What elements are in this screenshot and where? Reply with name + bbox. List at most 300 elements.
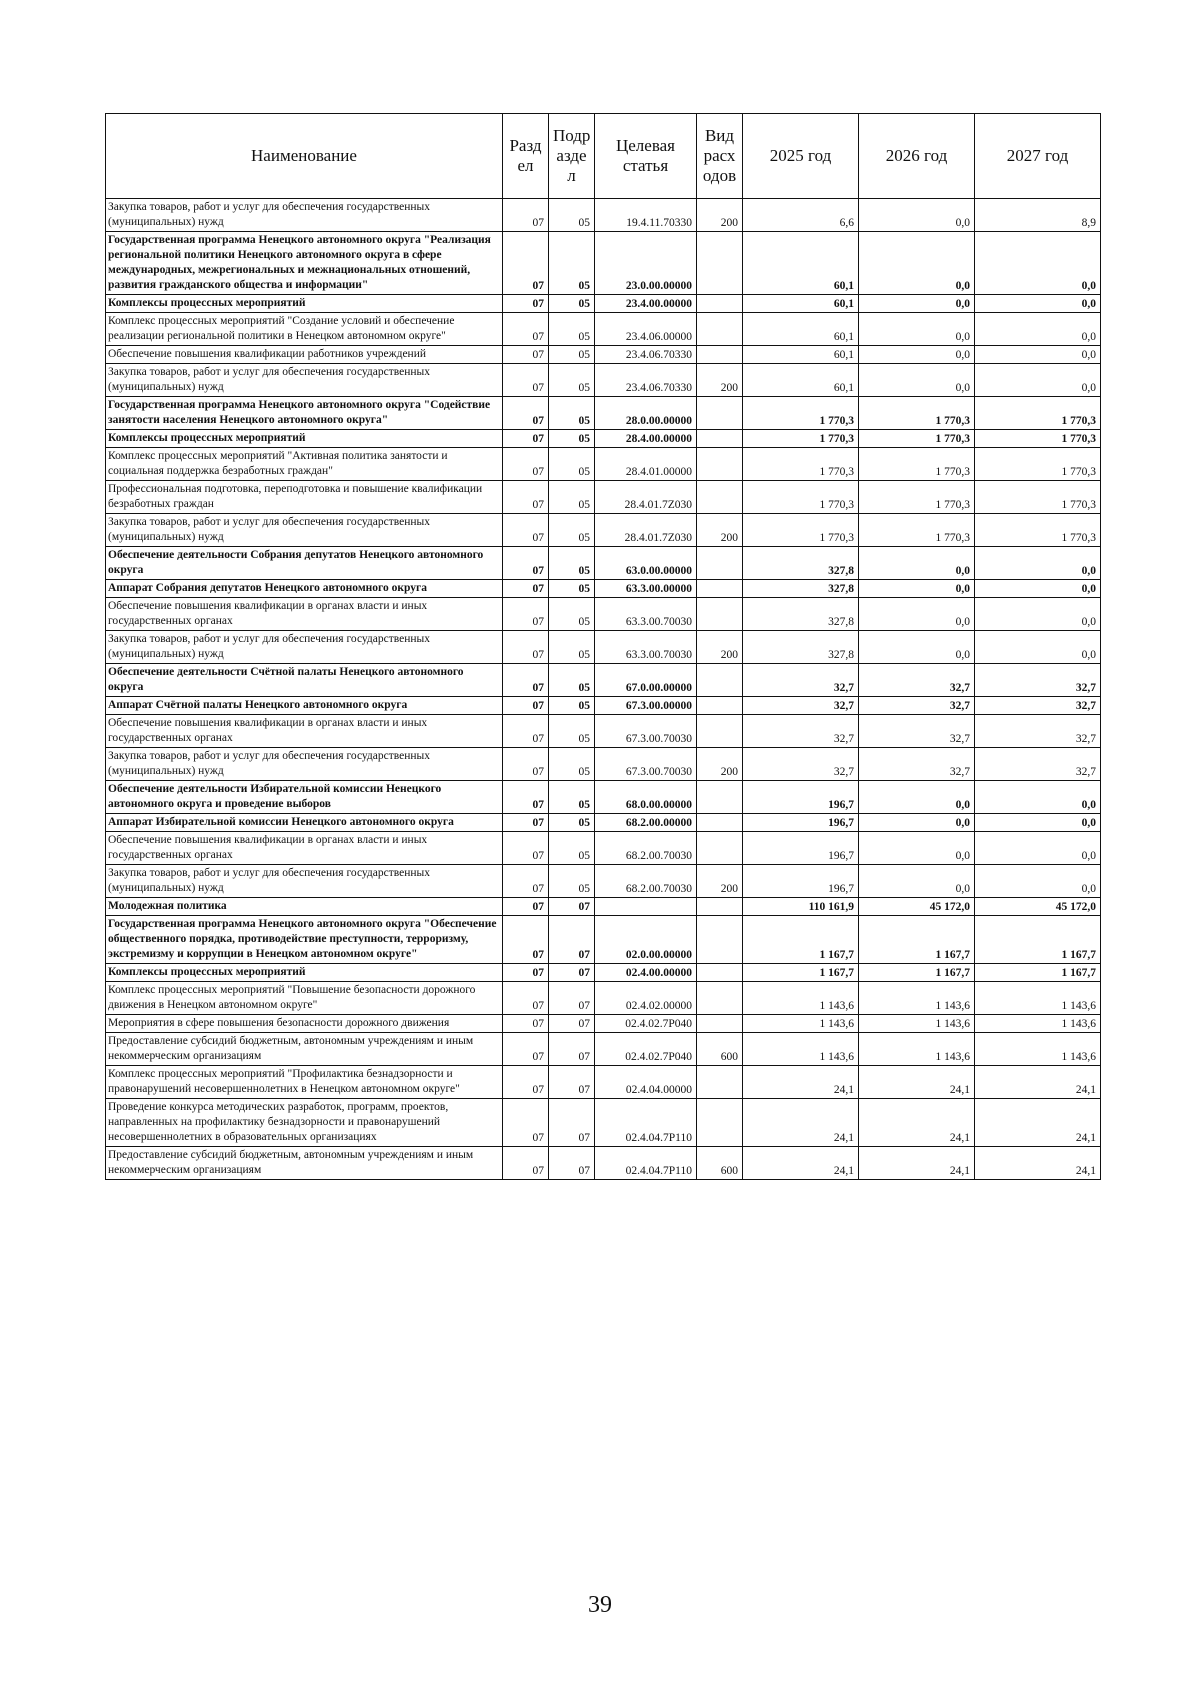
cell-vid: [697, 448, 743, 481]
cell-name: Комплексы процессных мероприятий: [106, 295, 503, 313]
cell-statya: 23.4.06.00000: [595, 313, 697, 346]
cell-2027: 8,9: [975, 199, 1101, 232]
cell-2025: 1 143,6: [743, 982, 859, 1015]
cell-razdel: 07: [503, 364, 549, 397]
cell-2027: 1 770,3: [975, 448, 1101, 481]
cell-vid: 200: [697, 364, 743, 397]
table-header-row: [106, 114, 1101, 199]
cell-2025: 1 167,7: [743, 964, 859, 982]
cell-razdel: 07: [503, 664, 549, 697]
cell-podrazdel: 05: [549, 481, 595, 514]
table-row: [106, 514, 1101, 547]
cell-name: Предоставление субсидий бюджетным, автономным учреждениям и иным некоммерческим организациям: [106, 1033, 503, 1066]
table-row: [106, 1099, 1101, 1147]
cell-2027: 0,0: [975, 781, 1101, 814]
cell-2027: 24,1: [975, 1099, 1101, 1147]
cell-razdel: 07: [503, 430, 549, 448]
cell-2027: 1 143,6: [975, 1033, 1101, 1066]
table-row: [106, 1147, 1101, 1180]
cell-2026: 0,0: [859, 547, 975, 580]
cell-razdel: 07: [503, 1066, 549, 1099]
cell-razdel: 07: [503, 1099, 549, 1147]
table-row: [106, 964, 1101, 982]
cell-2025: 327,8: [743, 631, 859, 664]
cell-podrazdel: 05: [549, 631, 595, 664]
cell-2027: 1 770,3: [975, 397, 1101, 430]
cell-vid: 200: [697, 514, 743, 547]
cell-name: Закупка товаров, работ и услуг для обеспечения государственных (муниципальных) нужд: [106, 199, 503, 232]
cell-2025: 1 770,3: [743, 514, 859, 547]
cell-name: Закупка товаров, работ и услуг для обеспечения государственных (муниципальных) нужд: [106, 631, 503, 664]
cell-2027: 1 167,7: [975, 916, 1101, 964]
table-row: [106, 232, 1101, 295]
cell-name: Комплексы процессных мероприятий: [106, 964, 503, 982]
cell-name: Государственная программа Ненецкого автономного округа "Реализация региональной политики Ненецкого автономного округа в сфере международных, межрегиональных и межнациональных отношений, развития гражданского общества и информации": [106, 232, 503, 295]
cell-2027: 1 770,3: [975, 481, 1101, 514]
cell-razdel: 07: [503, 964, 549, 982]
cell-2027: 0,0: [975, 832, 1101, 865]
cell-2026: 0,0: [859, 781, 975, 814]
cell-name: Мероприятия в сфере повышения безопасности дорожного движения: [106, 1015, 503, 1033]
cell-name: Комплексы процессных мероприятий: [106, 430, 503, 448]
cell-razdel: 07: [503, 631, 549, 664]
cell-2025: 32,7: [743, 748, 859, 781]
cell-name: Комплекс процессных мероприятий "Повышение безопасности дорожного движения в Ненецком автономном округе": [106, 982, 503, 1015]
cell-2025: 60,1: [743, 232, 859, 295]
cell-podrazdel: 05: [549, 598, 595, 631]
cell-statya: 23.0.00.00000: [595, 232, 697, 295]
budget-table: [105, 113, 1101, 1180]
cell-2027: 32,7: [975, 715, 1101, 748]
cell-statya: 28.4.00.00000: [595, 430, 697, 448]
table-row: [106, 547, 1101, 580]
cell-name: Профессиональная подготовка, переподготовка и повышение квалификации безработных граждан: [106, 481, 503, 514]
cell-name: Аппарат Собрания депутатов Ненецкого автономного округа: [106, 580, 503, 598]
cell-statya: 23.4.06.70330: [595, 364, 697, 397]
cell-vid: [697, 964, 743, 982]
cell-podrazdel: 05: [549, 580, 595, 598]
cell-razdel: 07: [503, 295, 549, 313]
cell-podrazdel: 05: [549, 448, 595, 481]
cell-2026: 0,0: [859, 346, 975, 364]
cell-2026: 45 172,0: [859, 898, 975, 916]
cell-statya: 19.4.11.70330: [595, 199, 697, 232]
cell-vid: [697, 664, 743, 697]
cell-2026: 24,1: [859, 1099, 975, 1147]
cell-podrazdel: 07: [549, 1033, 595, 1066]
cell-razdel: 07: [503, 748, 549, 781]
cell-2026: 32,7: [859, 715, 975, 748]
cell-2026: 0,0: [859, 295, 975, 313]
cell-podrazdel: 05: [549, 697, 595, 715]
cell-podrazdel: 05: [549, 232, 595, 295]
cell-2027: 0,0: [975, 631, 1101, 664]
cell-2026: 1 770,3: [859, 397, 975, 430]
cell-vid: [697, 598, 743, 631]
cell-podrazdel: 05: [549, 295, 595, 313]
cell-statya: 28.4.01.7Z030: [595, 514, 697, 547]
cell-2026: 24,1: [859, 1147, 975, 1180]
header-2025: 2025 год: [743, 114, 859, 199]
cell-2027: 0,0: [975, 313, 1101, 346]
table-row: [106, 397, 1101, 430]
cell-vid: [697, 898, 743, 916]
cell-statya: 23.4.06.70330: [595, 346, 697, 364]
cell-2025: 1 143,6: [743, 1033, 859, 1066]
cell-2025: 196,7: [743, 814, 859, 832]
cell-vid: [697, 1099, 743, 1147]
cell-statya: 63.0.00.00000: [595, 547, 697, 580]
cell-statya: 67.3.00.70030: [595, 748, 697, 781]
cell-statya: 63.3.00.70030: [595, 631, 697, 664]
cell-podrazdel: 05: [549, 547, 595, 580]
cell-statya: 02.0.00.00000: [595, 916, 697, 964]
cell-2027: 1 167,7: [975, 964, 1101, 982]
table-row: [106, 580, 1101, 598]
cell-name: Комплекс процессных мероприятий "Профилактика безнадзорности и правонарушений несовершеннолетних в Ненецком автономном округе": [106, 1066, 503, 1099]
table-row: [106, 448, 1101, 481]
cell-statya: 23.4.00.00000: [595, 295, 697, 313]
cell-name: Обеспечение деятельности Избирательной комиссии Ненецкого автономного округа и проведение выборов: [106, 781, 503, 814]
cell-2027: 1 770,3: [975, 514, 1101, 547]
cell-2026: 1 143,6: [859, 1033, 975, 1066]
header-statya: Целевая статья: [595, 114, 697, 199]
cell-podrazdel: 07: [549, 1147, 595, 1180]
cell-statya: 68.2.00.00000: [595, 814, 697, 832]
cell-2025: 1 167,7: [743, 916, 859, 964]
cell-statya: 68.0.00.00000: [595, 781, 697, 814]
cell-statya: 02.4.04.7P110: [595, 1147, 697, 1180]
cell-vid: [697, 715, 743, 748]
cell-2025: 24,1: [743, 1147, 859, 1180]
cell-vid: [697, 481, 743, 514]
page-number: 39: [588, 1592, 612, 1618]
header-2027: 2027 год: [975, 114, 1101, 199]
cell-2025: 327,8: [743, 598, 859, 631]
cell-2027: 45 172,0: [975, 898, 1101, 916]
cell-podrazdel: 05: [549, 430, 595, 448]
cell-name: Закупка товаров, работ и услуг для обеспечения государственных (муниципальных) нужд: [106, 364, 503, 397]
cell-2026: 32,7: [859, 664, 975, 697]
cell-name: Проведение конкурса методических разработок, программ, проектов, направленных на профилактику безнадзорности и правонарушений несовершеннолетних в образовательных организациях: [106, 1099, 503, 1147]
cell-razdel: 07: [503, 697, 549, 715]
cell-2027: 0,0: [975, 232, 1101, 295]
cell-2025: 60,1: [743, 364, 859, 397]
cell-vid: [697, 1066, 743, 1099]
cell-podrazdel: 05: [549, 715, 595, 748]
cell-razdel: 07: [503, 781, 549, 814]
cell-razdel: 07: [503, 313, 549, 346]
cell-name: Молодежная политика: [106, 898, 503, 916]
cell-2027: 1 143,6: [975, 1015, 1101, 1033]
cell-2026: 0,0: [859, 814, 975, 832]
table-row: [106, 1015, 1101, 1033]
cell-2027: 32,7: [975, 697, 1101, 715]
cell-name: Аппарат Избирательной комиссии Ненецкого автономного округа: [106, 814, 503, 832]
cell-podrazdel: 05: [549, 313, 595, 346]
cell-2025: 327,8: [743, 547, 859, 580]
cell-2027: 0,0: [975, 865, 1101, 898]
cell-2025: 32,7: [743, 697, 859, 715]
table-row: [106, 781, 1101, 814]
cell-2026: 0,0: [859, 631, 975, 664]
table-row: [106, 1033, 1101, 1066]
cell-2026: 0,0: [859, 832, 975, 865]
cell-2027: 0,0: [975, 598, 1101, 631]
cell-razdel: 07: [503, 232, 549, 295]
cell-2025: 327,8: [743, 580, 859, 598]
cell-razdel: 07: [503, 598, 549, 631]
cell-name: Обеспечение повышения квалификации в органах власти и иных государственных органах: [106, 832, 503, 865]
cell-podrazdel: 05: [549, 814, 595, 832]
cell-2025: 1 770,3: [743, 481, 859, 514]
cell-statya: 68.2.00.70030: [595, 832, 697, 865]
cell-2025: 60,1: [743, 295, 859, 313]
cell-podrazdel: 05: [549, 664, 595, 697]
cell-razdel: 07: [503, 547, 549, 580]
cell-2025: 32,7: [743, 664, 859, 697]
table-row: [106, 430, 1101, 448]
cell-razdel: 07: [503, 580, 549, 598]
cell-name: Обеспечение деятельности Счётной палаты Ненецкого автономного округа: [106, 664, 503, 697]
cell-2026: 1 143,6: [859, 1015, 975, 1033]
cell-razdel: 07: [503, 715, 549, 748]
table-row: [106, 715, 1101, 748]
cell-podrazdel: 05: [549, 748, 595, 781]
cell-vid: [697, 580, 743, 598]
cell-statya: 67.0.00.00000: [595, 664, 697, 697]
header-podrazdel: Подр азде л: [549, 114, 595, 199]
cell-name: Закупка товаров, работ и услуг для обеспечения государственных (муниципальных) нужд: [106, 514, 503, 547]
cell-name: Обеспечение повышения квалификации в органах власти и иных государственных органах: [106, 715, 503, 748]
cell-vid: 200: [697, 199, 743, 232]
cell-razdel: 07: [503, 346, 549, 364]
cell-2025: 110 161,9: [743, 898, 859, 916]
cell-statya: [595, 898, 697, 916]
cell-2026: 1 167,7: [859, 964, 975, 982]
cell-podrazdel: 05: [549, 364, 595, 397]
cell-vid: 600: [697, 1033, 743, 1066]
table-row: [106, 898, 1101, 916]
cell-2026: 0,0: [859, 598, 975, 631]
cell-statya: 02.4.00.00000: [595, 964, 697, 982]
table-row: [106, 697, 1101, 715]
cell-2027: 0,0: [975, 346, 1101, 364]
cell-name: Государственная программа Ненецкого автономного округа "Обеспечение общественного порядка, противодействие преступности, терроризму, экстремизму и коррупции в Ненецком автономном округе": [106, 916, 503, 964]
table-row: [106, 865, 1101, 898]
cell-2027: 0,0: [975, 547, 1101, 580]
cell-podrazdel: 07: [549, 964, 595, 982]
cell-2027: 0,0: [975, 295, 1101, 313]
cell-2027: 0,0: [975, 814, 1101, 832]
cell-2025: 1 143,6: [743, 1015, 859, 1033]
cell-2026: 0,0: [859, 580, 975, 598]
header-name: Наименование: [106, 114, 503, 199]
cell-statya: 28.4.01.00000: [595, 448, 697, 481]
header-2026: 2026 год: [859, 114, 975, 199]
cell-2025: 1 770,3: [743, 397, 859, 430]
cell-2027: 24,1: [975, 1066, 1101, 1099]
cell-vid: [697, 781, 743, 814]
cell-2025: 1 770,3: [743, 430, 859, 448]
cell-razdel: 07: [503, 814, 549, 832]
cell-2025: 196,7: [743, 865, 859, 898]
cell-vid: [697, 232, 743, 295]
cell-name: Обеспечение повышения квалификации в органах власти и иных государственных органах: [106, 598, 503, 631]
cell-statya: 02.4.04.7P110: [595, 1099, 697, 1147]
cell-2027: 1 143,6: [975, 982, 1101, 1015]
table-row: [106, 832, 1101, 865]
table-row: [106, 631, 1101, 664]
cell-razdel: 07: [503, 865, 549, 898]
cell-razdel: 07: [503, 1147, 549, 1180]
cell-2027: 1 770,3: [975, 430, 1101, 448]
table-row: [106, 1066, 1101, 1099]
cell-2027: 32,7: [975, 748, 1101, 781]
cell-vid: [697, 313, 743, 346]
cell-statya: 28.0.00.00000: [595, 397, 697, 430]
table-row: [106, 346, 1101, 364]
cell-2027: 0,0: [975, 580, 1101, 598]
cell-statya: 63.3.00.00000: [595, 580, 697, 598]
cell-2025: 6,6: [743, 199, 859, 232]
cell-2026: 0,0: [859, 199, 975, 232]
cell-razdel: 07: [503, 448, 549, 481]
cell-razdel: 07: [503, 832, 549, 865]
cell-2026: 0,0: [859, 232, 975, 295]
cell-podrazdel: 07: [549, 898, 595, 916]
cell-podrazdel: 07: [549, 1066, 595, 1099]
cell-2025: 196,7: [743, 781, 859, 814]
cell-2025: 32,7: [743, 715, 859, 748]
cell-name: Обеспечение повышения квалификации работников учреждений: [106, 346, 503, 364]
cell-statya: 63.3.00.70030: [595, 598, 697, 631]
cell-2027: 0,0: [975, 364, 1101, 397]
cell-vid: [697, 295, 743, 313]
cell-name: Комплекс процессных мероприятий "Активная политика занятости и социальная поддержка безработных граждан": [106, 448, 503, 481]
table-row: [106, 364, 1101, 397]
cell-name: Закупка товаров, работ и услуг для обеспечения государственных (муниципальных) нужд: [106, 748, 503, 781]
cell-vid: [697, 346, 743, 364]
cell-vid: [697, 916, 743, 964]
header-vid: Вид расх одов: [697, 114, 743, 199]
cell-vid: 600: [697, 1147, 743, 1180]
cell-2025: 24,1: [743, 1066, 859, 1099]
cell-vid: [697, 814, 743, 832]
table-body: [106, 199, 1101, 1180]
cell-podrazdel: 07: [549, 1015, 595, 1033]
cell-statya: 28.4.01.7Z030: [595, 481, 697, 514]
cell-statya: 02.4.02.00000: [595, 982, 697, 1015]
header-razdel: Разд ел: [503, 114, 549, 199]
table-row: [106, 814, 1101, 832]
cell-2026: 0,0: [859, 865, 975, 898]
cell-razdel: 07: [503, 514, 549, 547]
table-row: [106, 598, 1101, 631]
cell-podrazdel: 05: [549, 832, 595, 865]
cell-vid: 200: [697, 631, 743, 664]
cell-razdel: 07: [503, 397, 549, 430]
table-row: [106, 982, 1101, 1015]
table-row: [106, 748, 1101, 781]
table-row: [106, 199, 1101, 232]
cell-2026: 1 167,7: [859, 916, 975, 964]
cell-razdel: 07: [503, 481, 549, 514]
table-row: [106, 481, 1101, 514]
cell-podrazdel: 05: [549, 865, 595, 898]
cell-vid: [697, 397, 743, 430]
cell-name: Аппарат Счётной палаты Ненецкого автономного округа: [106, 697, 503, 715]
cell-vid: 200: [697, 748, 743, 781]
cell-podrazdel: 07: [549, 916, 595, 964]
cell-2026: 1 770,3: [859, 514, 975, 547]
cell-2025: 196,7: [743, 832, 859, 865]
cell-vid: [697, 832, 743, 865]
cell-vid: [697, 982, 743, 1015]
cell-2027: 32,7: [975, 664, 1101, 697]
cell-statya: 02.4.02.7P040: [595, 1015, 697, 1033]
table-row: [106, 313, 1101, 346]
cell-podrazdel: 07: [549, 982, 595, 1015]
cell-2026: 1 770,3: [859, 448, 975, 481]
cell-2026: 0,0: [859, 364, 975, 397]
cell-2025: 60,1: [743, 346, 859, 364]
table-row: [106, 916, 1101, 964]
cell-2026: 1 770,3: [859, 430, 975, 448]
cell-statya: 02.4.04.00000: [595, 1066, 697, 1099]
cell-razdel: 07: [503, 199, 549, 232]
cell-vid: [697, 430, 743, 448]
cell-2026: 24,1: [859, 1066, 975, 1099]
cell-2026: 32,7: [859, 697, 975, 715]
cell-statya: 02.4.02.7P040: [595, 1033, 697, 1066]
cell-name: Комплекс процессных мероприятий "Создание условий и обеспечение реализации региональной политики в Ненецком автономном округе": [106, 313, 503, 346]
cell-razdel: 07: [503, 1015, 549, 1033]
cell-2026: 1 770,3: [859, 481, 975, 514]
cell-vid: [697, 697, 743, 715]
cell-vid: [697, 1015, 743, 1033]
cell-name: Предоставление субсидий бюджетным, автономным учреждениям и иным некоммерческим организациям: [106, 1147, 503, 1180]
table-row: [106, 295, 1101, 313]
cell-razdel: 07: [503, 982, 549, 1015]
cell-name: Обеспечение деятельности Собрания депутатов Ненецкого автономного округа: [106, 547, 503, 580]
cell-podrazdel: 05: [549, 781, 595, 814]
cell-2025: 1 770,3: [743, 448, 859, 481]
cell-2026: 32,7: [859, 748, 975, 781]
cell-razdel: 07: [503, 1033, 549, 1066]
cell-vid: 200: [697, 865, 743, 898]
cell-2026: 0,0: [859, 313, 975, 346]
cell-statya: 67.3.00.00000: [595, 697, 697, 715]
cell-2025: 60,1: [743, 313, 859, 346]
cell-podrazdel: 05: [549, 199, 595, 232]
cell-name: Государственная программа Ненецкого автономного округа "Содействие занятости населения Ненецкого автономного округа": [106, 397, 503, 430]
cell-razdel: 07: [503, 898, 549, 916]
cell-statya: 67.3.00.70030: [595, 715, 697, 748]
cell-podrazdel: 07: [549, 1099, 595, 1147]
cell-podrazdel: 05: [549, 514, 595, 547]
cell-statya: 68.2.00.70030: [595, 865, 697, 898]
cell-name: Закупка товаров, работ и услуг для обеспечения государственных (муниципальных) нужд: [106, 865, 503, 898]
cell-vid: [697, 547, 743, 580]
cell-2025: 24,1: [743, 1099, 859, 1147]
cell-podrazdel: 05: [549, 397, 595, 430]
cell-2026: 1 143,6: [859, 982, 975, 1015]
cell-podrazdel: 05: [549, 346, 595, 364]
cell-2027: 24,1: [975, 1147, 1101, 1180]
table-row: [106, 664, 1101, 697]
cell-razdel: 07: [503, 916, 549, 964]
